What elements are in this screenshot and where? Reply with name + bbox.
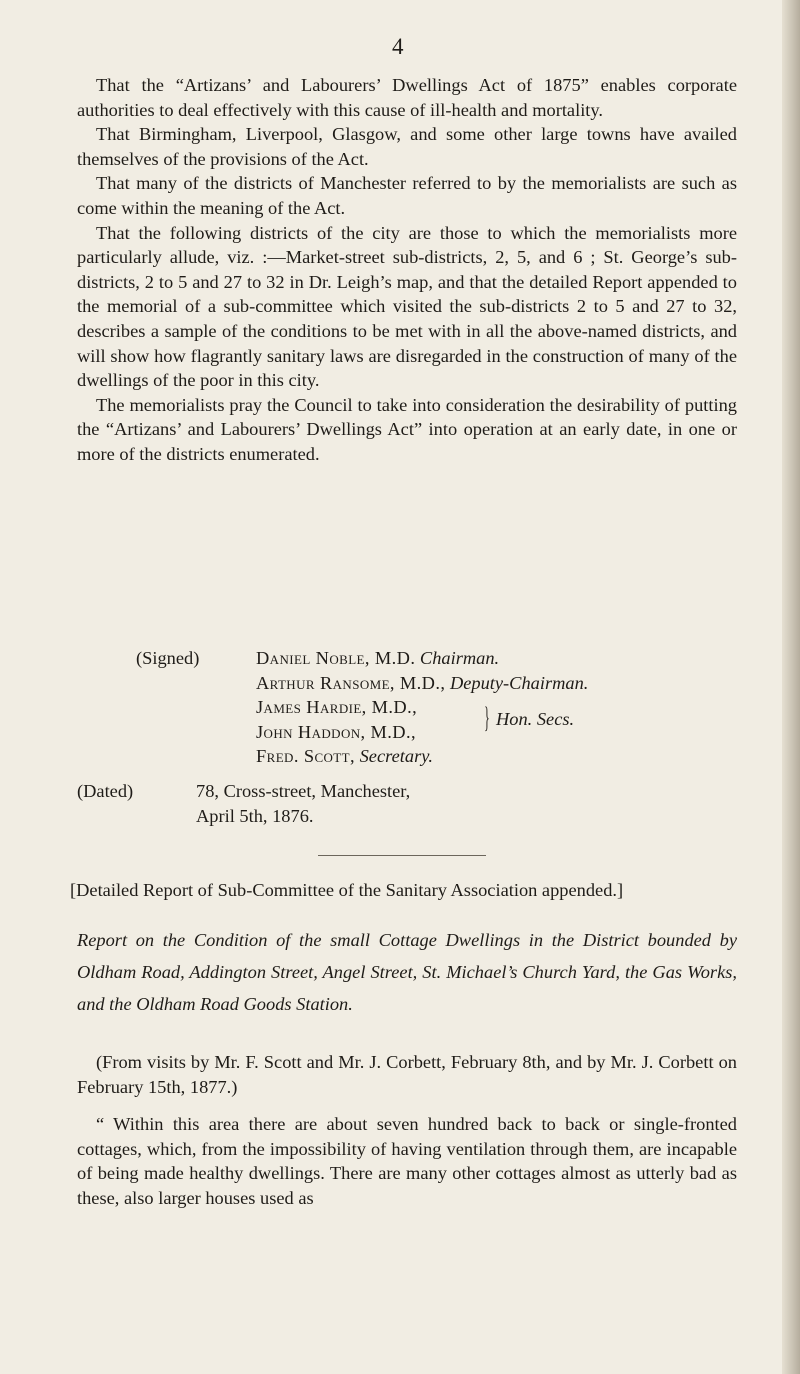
report-quote bbox=[77, 1112, 737, 1210]
visit-note-text: (From visits by Mr. F. Scott and Mr. J. Corbett, February 8th, and by Mr. J. Corbett on February 15th, 1877.) bbox=[77, 1052, 737, 1097]
paragraph: That Birmingham, Liverpool, Glasgow, and some other large towns have availed themselves of the provisions of the Act. bbox=[77, 124, 737, 169]
paragraph: That the following districts of the city are those to which the memorialists more particularly allude, viz. :—Market-street sub-districts, 2, 5, and 6 ; St. George’s sub-districts, 2 to 5 and 27 to 32 in Dr. Leigh’s map, and that the detailed Report appended to the memorial of a sub-committee which visited the sub-districts 2 to 5 and 27 to 32, describes a sample of the conditions to be met with in all the above-named districts, and will show how flagrantly sanitary laws are disregarded in the construction of many of the dwellings of the poor in this city. bbox=[77, 222, 737, 391]
signer-line bbox=[256, 720, 416, 745]
signer-role: Chairman. bbox=[419, 648, 500, 668]
signer-name: Daniel Noble, M.D. bbox=[256, 648, 416, 668]
section-divider bbox=[318, 855, 486, 856]
quote-text: “ Within this area there are about seven hundred back to back or single-fronted cottages, which, from the impossibility of having ventilation through them, are incapable of being made healthy dwellings. There are many other cottages almost as utterly bad as these, also larger houses used as bbox=[77, 1114, 737, 1208]
dated-label: (Dated) bbox=[77, 781, 134, 801]
signer-line bbox=[256, 695, 417, 720]
signer-role: Secretary. bbox=[359, 746, 433, 767]
signer-line bbox=[256, 744, 796, 769]
secretaries-group bbox=[256, 695, 796, 744]
signer-role: Deputy-Chairman. bbox=[449, 672, 589, 693]
date-line: April 5th, 1876. bbox=[196, 805, 314, 826]
joint-role: Hon. Secs. bbox=[496, 709, 575, 730]
paragraph: That many of the districts of Manchester referred to by the memorialists are such as come within the meaning of the Act. bbox=[77, 173, 737, 218]
memorial-body bbox=[77, 73, 737, 467]
signer-name: Fred. Scott, bbox=[256, 746, 355, 767]
signers-list bbox=[256, 646, 796, 769]
signer-name: John Haddon, M.D., bbox=[256, 721, 416, 742]
signer-line bbox=[256, 671, 796, 696]
address bbox=[196, 779, 410, 828]
address-line: 78, Cross-street, Manchester, bbox=[196, 781, 411, 801]
signed-label: (Signed) bbox=[136, 648, 200, 668]
paragraph: That the “Artizans’ and Labourers’ Dwellings Act of 1875” enables corporate authorities to deal effectively with this cause of ill-health and mortality. bbox=[77, 75, 737, 120]
brace-icon: } bbox=[484, 701, 490, 735]
signer-line bbox=[256, 646, 796, 671]
signer-name: James Hardie, M.D., bbox=[256, 697, 418, 718]
report-title: Report on the Condition of the small Cottage Dwellings in the District bounded by Oldham Road, Addington Street, Angel Street, St. Michael’s Church Yard, the Gas Works, and the Oldham Road Goods Station. bbox=[77, 930, 737, 1014]
page-number: 4 bbox=[392, 34, 404, 59]
paragraph: The memorialists pray the Council to take into consideration the desirability of putting the “Artizans’ and Labourers’ Dwellings Act” into operation at an early date, in one or more of the districts enumerated. bbox=[77, 394, 737, 464]
signer-name: Arthur Ransome, M.D., bbox=[256, 672, 446, 693]
visit-note bbox=[77, 1050, 737, 1099]
appendix-note: [Detailed Report of Sub-Committee of the Sanitary Association appended.] bbox=[70, 880, 624, 900]
